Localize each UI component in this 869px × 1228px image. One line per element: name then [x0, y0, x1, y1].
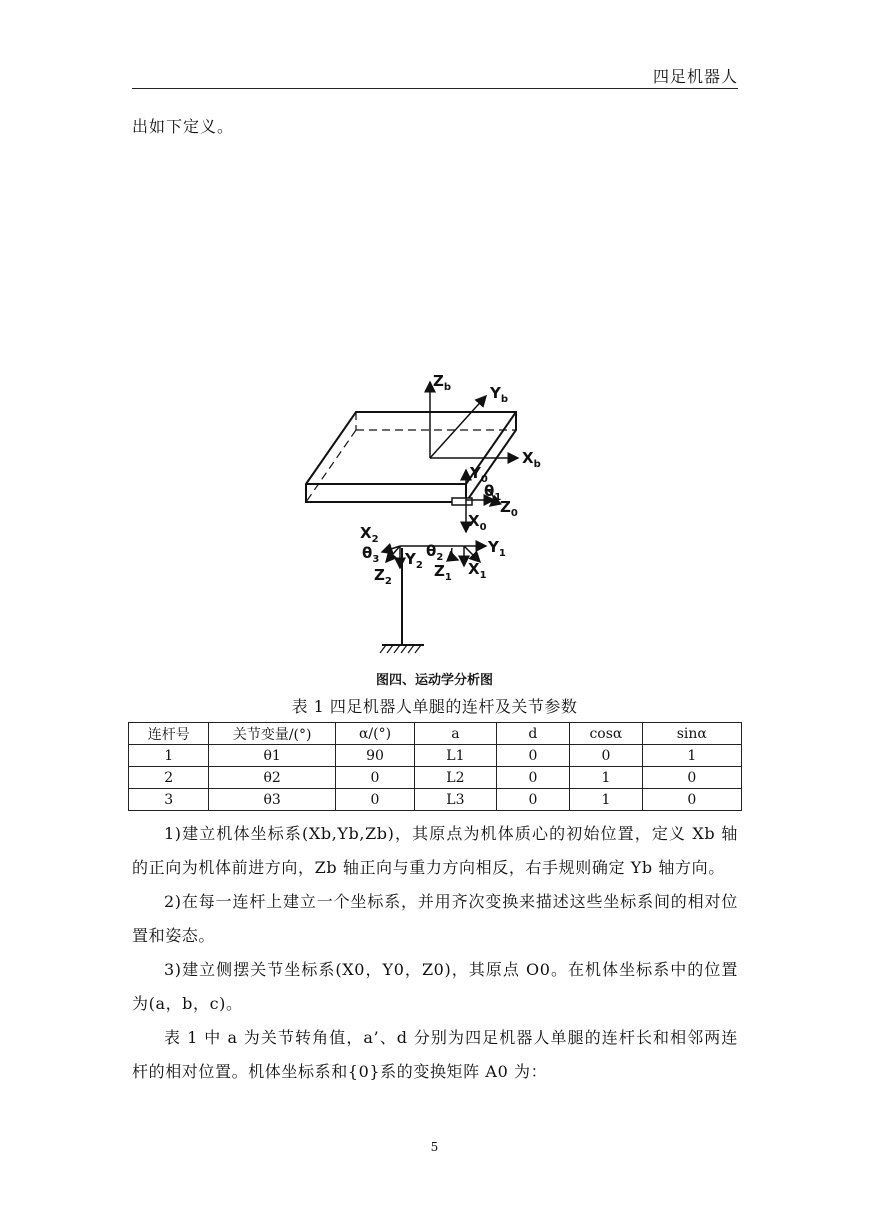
joint2-axes [382, 546, 400, 568]
intro-text: 出如下定义。 [132, 117, 235, 136]
table-cell: L2 [415, 767, 497, 789]
kinematics-diagram [290, 362, 570, 662]
table-cell: 0 [496, 745, 570, 767]
label-z1: $Z_1$ [434, 562, 452, 583]
table-cell: 0 [335, 789, 414, 811]
label-yb: $Y_b$ [490, 384, 509, 405]
table-header-row [129, 723, 742, 745]
table-cell: 3 [129, 789, 209, 811]
label-x0: $X_0$ [468, 512, 487, 533]
table-cell: 2 [129, 767, 209, 789]
paragraph-1: 1)建立机体坐标系(Xb,Yb,Zb)，其原点为机体质心的初始位置，定义 Xb 轴的正向为机体前进方向，Zb 轴正向与重力方向相反，右手规则确定 Yb 轴方向。 [132, 824, 738, 877]
table-header-cell: 连杆号 [129, 723, 209, 745]
table-cell: 0 [642, 789, 741, 811]
table-cell: 0 [496, 767, 570, 789]
table-cell: 1 [570, 767, 642, 789]
link-parameter-table [128, 722, 742, 811]
label-xb: $X_b$ [522, 449, 541, 470]
table-header-cell: cosα [570, 723, 642, 745]
table-cell: 0 [642, 767, 741, 789]
label-theta2: $\theta_2$ [426, 542, 444, 563]
label-y0: $Y_0$ [470, 464, 488, 485]
label-z0: $Z_0$ [500, 498, 518, 519]
joint-block [452, 498, 472, 505]
paragraph-4: 表 1 中 a 为关节转角值，a’、d 分别为四足机器人单腿的连杆长和相邻两连杆的相对位置。机体坐标系和{0}系的变换矩阵 A0 为： [132, 1028, 738, 1081]
table-cell: θ3 [209, 789, 336, 811]
label-theta3: $\theta_3$ [362, 544, 380, 565]
kinematics-figure [290, 362, 570, 662]
table-header-cell: α/(°) [335, 723, 414, 745]
ground-hatch [380, 645, 421, 653]
figure-caption: 图四、运动学分析图 [375, 673, 493, 688]
table-header-cell: 关节变量/(°) [209, 723, 336, 745]
table-caption: 表 1 四足机器人单腿的连杆及关节参数 [291, 697, 578, 716]
table-header-cell: d [496, 723, 570, 745]
table-cell: θ1 [209, 745, 336, 767]
table-cell: 0 [335, 767, 414, 789]
table-cell: 0 [570, 745, 642, 767]
table-cell: 90 [335, 745, 414, 767]
table-row [129, 745, 742, 767]
table-row [129, 789, 742, 811]
page-header [132, 62, 738, 89]
label-z2: $Z_2$ [374, 566, 392, 587]
label-y2: $Y_2$ [405, 550, 423, 571]
label-x1: $X_1$ [468, 560, 487, 581]
label-y1: $Y_1$ [488, 538, 506, 559]
label-x2: $X_2$ [360, 524, 379, 545]
table-cell: 1 [129, 745, 209, 767]
paragraph-3: 3)建立侧摆关节坐标系(X0，Y0，Z0)，其原点 O0。在机体坐标系中的位置为(a，b，c)。 [132, 960, 738, 1013]
table-cell: 1 [570, 789, 642, 811]
label-zb: $Z_b$ [433, 372, 452, 393]
header-title: 四足机器人 [652, 67, 738, 86]
page-number: 5 [430, 1140, 439, 1154]
table-cell: 0 [496, 789, 570, 811]
table-header-cell: sinα [642, 723, 741, 745]
table-cell: θ2 [209, 767, 336, 789]
table-row [129, 767, 742, 789]
table-cell: L1 [415, 745, 497, 767]
table-cell: L3 [415, 789, 497, 811]
table-header-cell: a [415, 723, 497, 745]
table-cell: 1 [642, 745, 741, 767]
paragraph-2: 2)在每一连杆上建立一个坐标系，并用齐次变换来描述这些坐标系间的相对位置和姿态。 [132, 892, 738, 945]
label-theta1: $\theta_1$ [484, 482, 502, 503]
